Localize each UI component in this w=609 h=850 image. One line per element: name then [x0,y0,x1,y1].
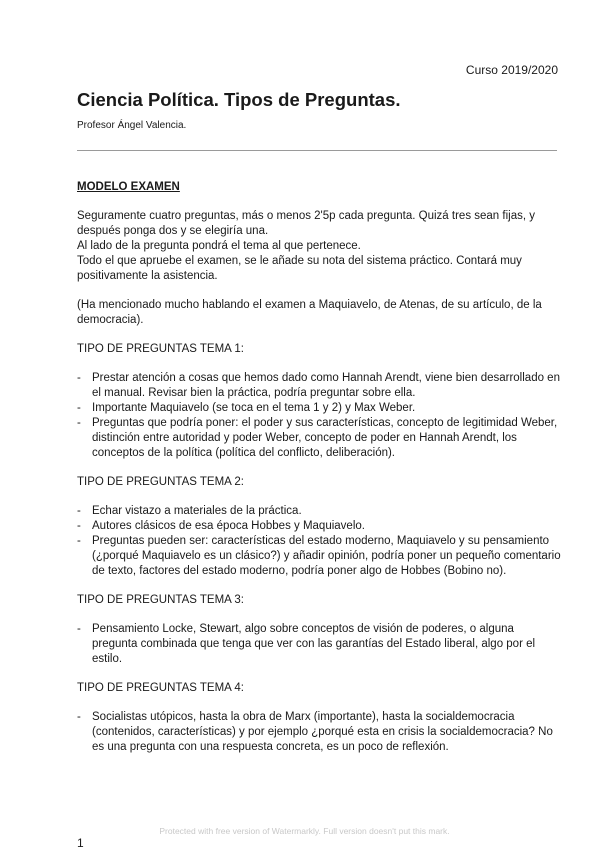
topic-heading-tema-4: TIPO DE PREGUNTAS TEMA 4: [77,682,244,694]
list-item [77,371,561,401]
list-item-text: Autores clásicos de esa época Hobbes y Maquiavelo. [92,520,365,532]
list-item [77,519,561,534]
topic-list-tema-3 [77,622,561,667]
topic-list-tema-1 [77,371,561,461]
topic-heading-tema-2: TIPO DE PREGUNTAS TEMA 2: [77,476,244,488]
list-item [77,401,561,416]
professor-name: Profesor Ángel Valencia. [77,120,187,131]
bullet-dash: - [77,623,81,635]
list-item-text: Prestar atención a cosas que hemos dado como Hannah Arendt, viene bien desarrollado en el manual. Revisar bien la práctica, podría preguntar sobre ella. [92,372,560,399]
bullet-dash: - [77,402,81,414]
list-item-text: Importante Maquiavelo (se toca en el tema 1 y 2) y Max Weber. [92,402,416,414]
bullet-dash: - [77,535,81,547]
list-item [77,416,561,461]
bullet-dash: - [77,505,81,517]
bullet-dash: - [77,417,81,429]
list-item-text: Preguntas pueden ser: características del estado moderno, Maquiavelo y su pensamiento (¿porqué Maquiavelo es un clásico?) y añadir opinión, podría poner un pequeño comentario de texto, factores del estado moderno, podría poner algo de Hobbes (Bobino no). [92,535,561,577]
list-item [77,622,561,667]
topic-list-tema-4 [77,710,561,755]
topic-list-tema-2 [77,504,561,579]
page-number: 1 [77,836,84,850]
modelo-note: (Ha mencionado mucho hablando el examen a Maquiavelo, de Atenas, de su artículo, de la democracia). [77,299,542,326]
list-item-text: Echar vistazo a materiales de la práctica. [92,505,302,517]
header-divider [77,150,557,151]
document-title: Ciencia Política. Tipos de Preguntas. [77,89,401,110]
bullet-dash: - [77,711,81,723]
list-item-text: Pensamiento Locke, Stewart, algo sobre conceptos de visión de poderes, o alguna pregunta combinada que tenga que ver con las garantías del Estado liberal, algo por el estilo. [92,623,536,665]
document-body [77,180,561,769]
topic-heading-tema-3: TIPO DE PREGUNTAS TEMA 3: [77,594,244,606]
list-item [77,504,561,519]
course-year: Curso 2019/2020 [465,63,558,77]
modelo-line: Al lado de la pregunta pondrá el tema al que pertenece. [77,240,361,252]
list-item [77,534,561,579]
list-item-text: Preguntas que podría poner: el poder y sus características, concepto de legitimidad Weber, distinción entre autoridad y poder Weber, concepto de poder en Hannah Arendt, los conceptos de la política (política del conflicto, deliberación). [92,417,558,459]
bullet-dash: - [77,372,81,384]
modelo-description [77,209,561,284]
bullet-dash: - [77,520,81,532]
list-item-text: Socialistas utópicos, hasta la obra de Marx (importante), hasta la socialdemocracia (contenidos, características) y por ejemplo ¿porqué esta en crisis la socialdemocracia? No es una pregunta con una respuesta concreta, es un poco de reflexión. [92,711,553,753]
modelo-line: Seguramente cuatro preguntas, más o menos 2'5p cada pregunta. Quizá tres sean fijas, y después ponga dos y se elegiría una. [77,210,535,237]
list-item [77,710,561,755]
topic-heading-tema-1: TIPO DE PREGUNTAS TEMA 1: [77,343,244,355]
section-heading-modelo: MODELO EXAMEN [77,181,180,193]
watermark-text: Protected with free version of Watermarkly. Full version doesn't put this mark. [159,826,450,836]
modelo-line: Todo el que apruebe el examen, se le añade su nota del sistema práctico. Contará muy positivamente la asistencia. [77,255,522,282]
